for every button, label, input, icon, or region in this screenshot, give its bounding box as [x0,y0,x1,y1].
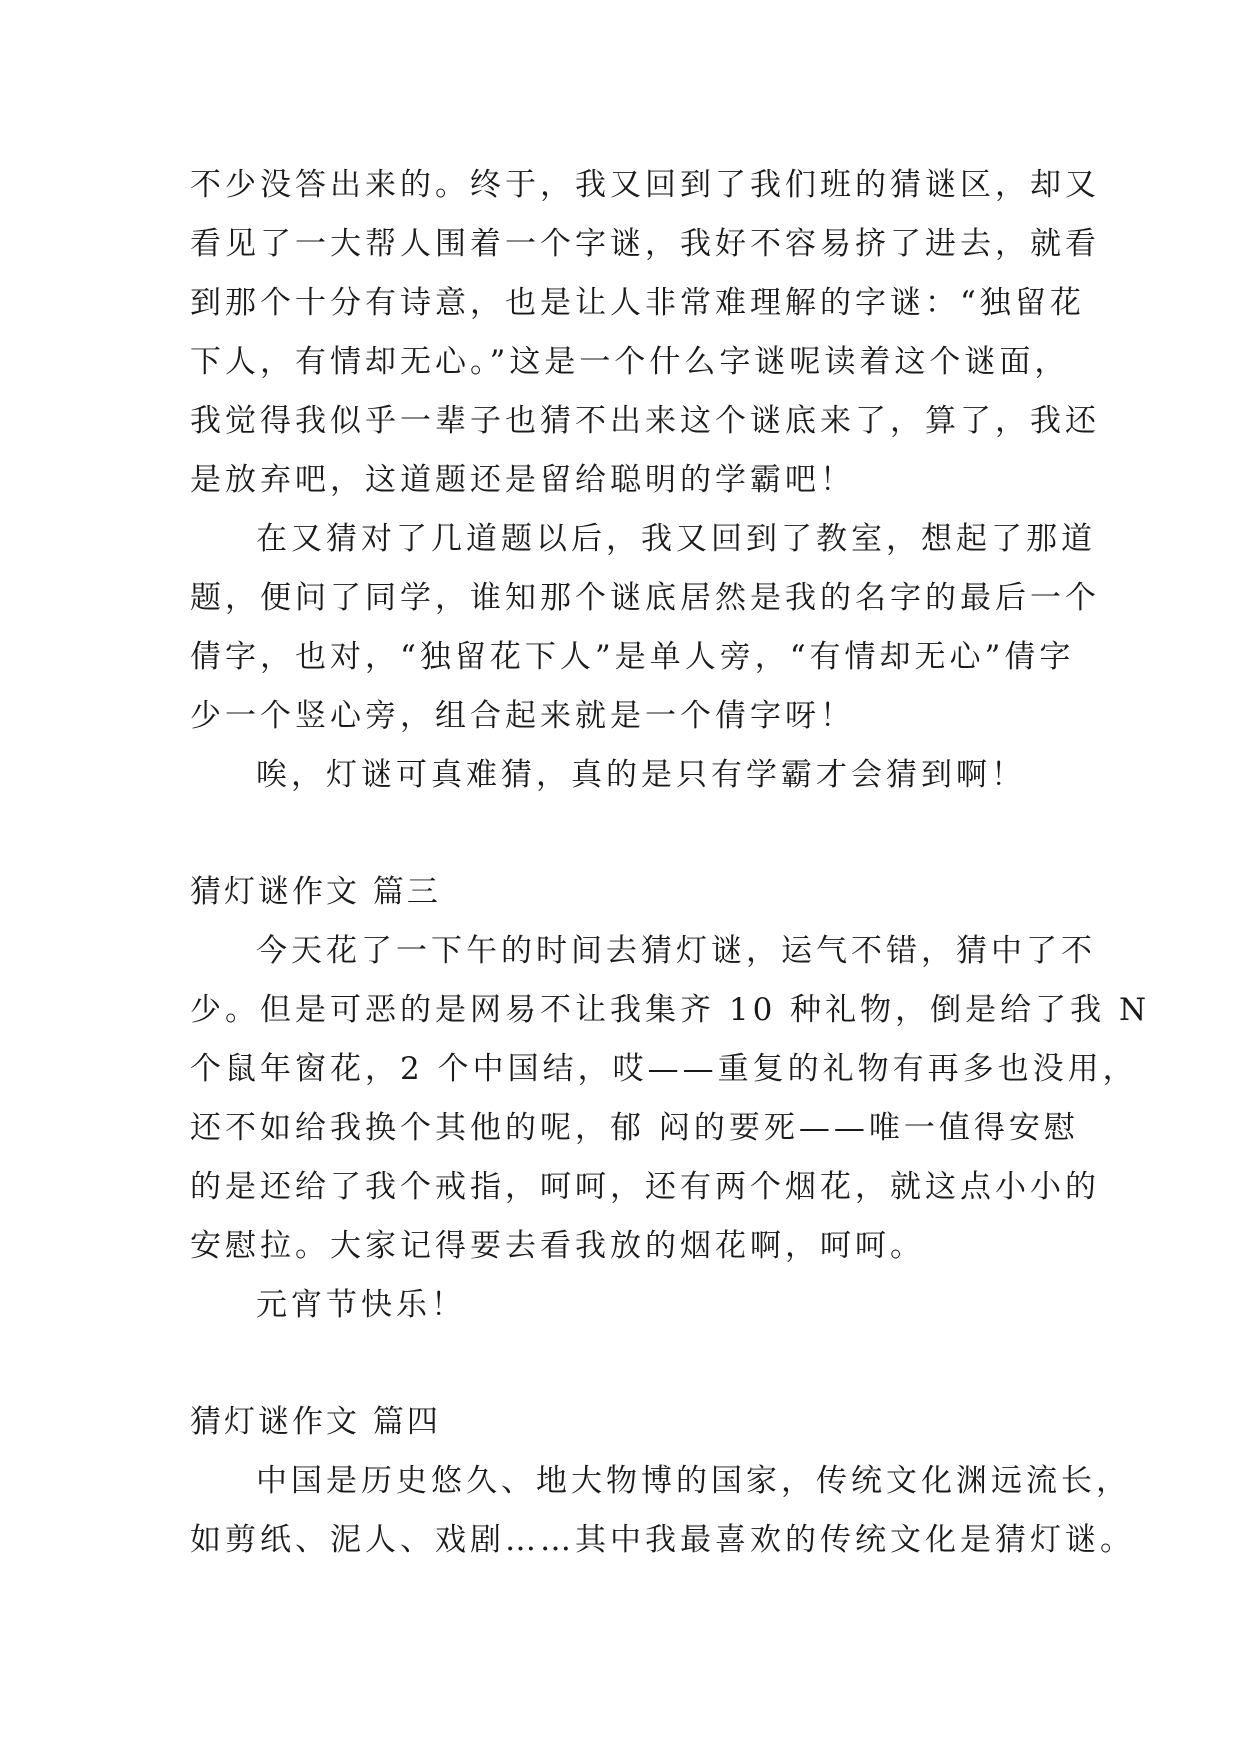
paragraph-section4-body [190,1452,1135,1570]
text-line: 到那个十分有诗意，也是让人非常难理解的字谜：“独留花 [190,285,1085,321]
paragraph-riddle-answer [190,510,1100,746]
text-line: 中国是历史悠久、地大物博的国家，传统文化渊远流长， [256,1463,1131,1499]
text-line: 不少没答出来的。终于，我又回到了我们班的猜谜区，却又 [190,167,1100,203]
text-line: 还不如给我换个其他的呢，郁 闷的要死——唯一值得安慰 [190,1110,1079,1146]
text-line: 的是还给了我个戒指，呵呵，还有两个烟花，就这点小小的 [190,1169,1100,1205]
text-line: 唉，灯谜可真难猜，真的是只有学霸才会猜到啊！ [256,757,1026,793]
text-line: 题，便问了同学，谁知那个谜底居然是我的名字的最后一个 [190,580,1100,616]
text-line: 如剪纸、泥人、戏剧……其中我最喜欢的传统文化是猜灯谜。 [190,1522,1135,1558]
paragraph-section3-body [190,922,1151,1276]
text-line: 个鼠年窗花，2 个中国结，哎——重复的礼物有再多也没用， [190,1051,1138,1087]
text-line: 倩字，也对，“独留花下人”是单人旁，“有情却无心”倩字 [190,639,1075,675]
section-heading-3: 猜灯谜作文 篇三 [190,874,441,910]
text-line: 下人，有情却无心。”这是一个什么字谜呢读着这个谜面， [190,344,1070,380]
paragraph-section3-closing [190,1276,1070,1335]
text-line: 我觉得我似乎一辈子也猜不出来这个谜底来了，算了，我还 [190,403,1100,439]
text-line: 看见了一大帮人围着一个字谜，我好不容易挤了进去，就看 [190,226,1100,262]
text-line: 今天花了一下午的时间去猜灯谜，运气不错，猜中了不 [256,933,1096,969]
paragraph-continued [190,156,1100,510]
text-line: 安慰拉。大家记得要去看我放的烟花啊，呵呵。 [190,1228,925,1264]
section-heading-4: 猜灯谜作文 篇四 [190,1404,441,1440]
text-line: 少。但是可恶的是网易不让我集齐 10 种礼物，倒是给了我 N [190,992,1151,1028]
paragraph-conclusion [190,746,1070,805]
section-gap [190,1335,1070,1393]
text-line: 是放弃吧，这道题还是留给聪明的学霸吧！ [190,462,855,498]
document-page [190,156,1151,1570]
text-line: 在又猜对了几道题以后，我又回到了教室，想起了那道 [256,521,1096,557]
text-line: 少一个竖心旁，组合起来就是一个倩字呀！ [190,698,855,734]
section-gap [190,805,1070,863]
text-line: 元宵节快乐！ [256,1287,466,1323]
